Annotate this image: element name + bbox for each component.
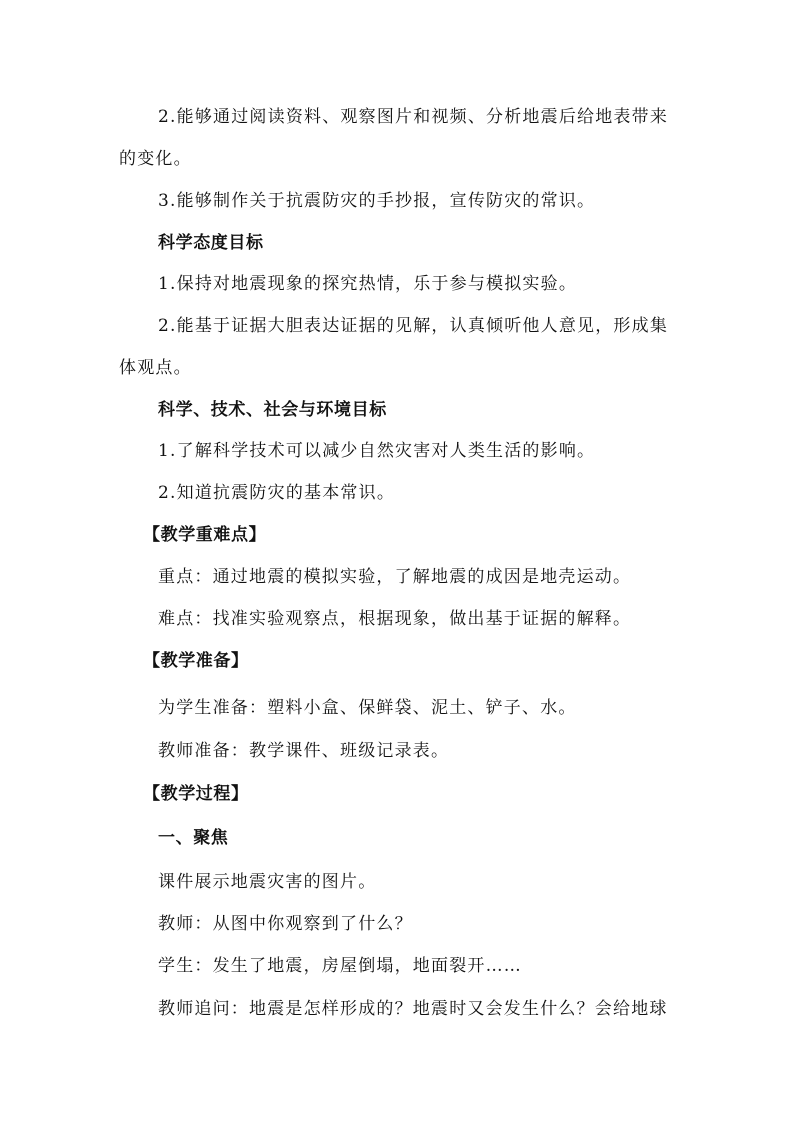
- section-heading-attitude: 科学态度目标: [158, 233, 264, 253]
- key-point: 重点：通过地震的模拟实验，了解地震的成因是地壳运动。: [158, 567, 632, 587]
- section-heading-preparation: 【教学准备】: [143, 651, 249, 671]
- section-heading-stse: 科学、技术、社会与环境目标: [158, 400, 387, 420]
- attitude-item-2-line-1: 2.能基于证据大胆表达证据的见解，认真倾听他人意见，形成集: [158, 316, 669, 336]
- objective-3: 3.能够制作关于抗震防灾的手抄报，宣传防灾的常识。: [158, 191, 596, 211]
- process-line-2: 教师：从图中你观察到了什么？: [158, 914, 413, 934]
- teacher-preparation: 教师准备：教学课件、班级记录表。: [158, 741, 450, 761]
- difficult-point: 难点：找准实验观察点，根据现象，做出基于证据的解释。: [158, 609, 632, 629]
- section-heading-key-points: 【教学重难点】: [143, 525, 267, 545]
- stse-item-2: 2.知道抗震防灾的基本常识。: [158, 483, 396, 503]
- section-heading-process: 【教学过程】: [143, 784, 249, 804]
- objective-2-line-2: 的变化。: [119, 149, 192, 169]
- attitude-item-1: 1.保持对地震现象的探究热情，乐于参与模拟实验。: [158, 274, 578, 294]
- objective-2-line-1: 2.能够通过阅读资料、观察图片和视频、分析地震后给地表带来: [158, 107, 669, 127]
- attitude-item-2-line-2: 体观点。: [119, 358, 192, 378]
- process-line-4: 教师追问：地震是怎样形成的？地震时又会发生什么？会给地球: [158, 999, 668, 1019]
- student-preparation: 为学生准备：塑料小盒、保鲜袋、泥土、铲子、水。: [158, 698, 577, 718]
- process-line-1: 课件展示地震灾害的图片。: [158, 872, 377, 892]
- stse-item-1: 1.了解科学技术可以减少自然灾害对人类生活的影响。: [158, 441, 596, 461]
- process-line-3: 学生：发生了地震，房屋倒塌，地面裂开……: [158, 956, 522, 976]
- subsection-heading-focus: 一、聚焦: [158, 828, 229, 848]
